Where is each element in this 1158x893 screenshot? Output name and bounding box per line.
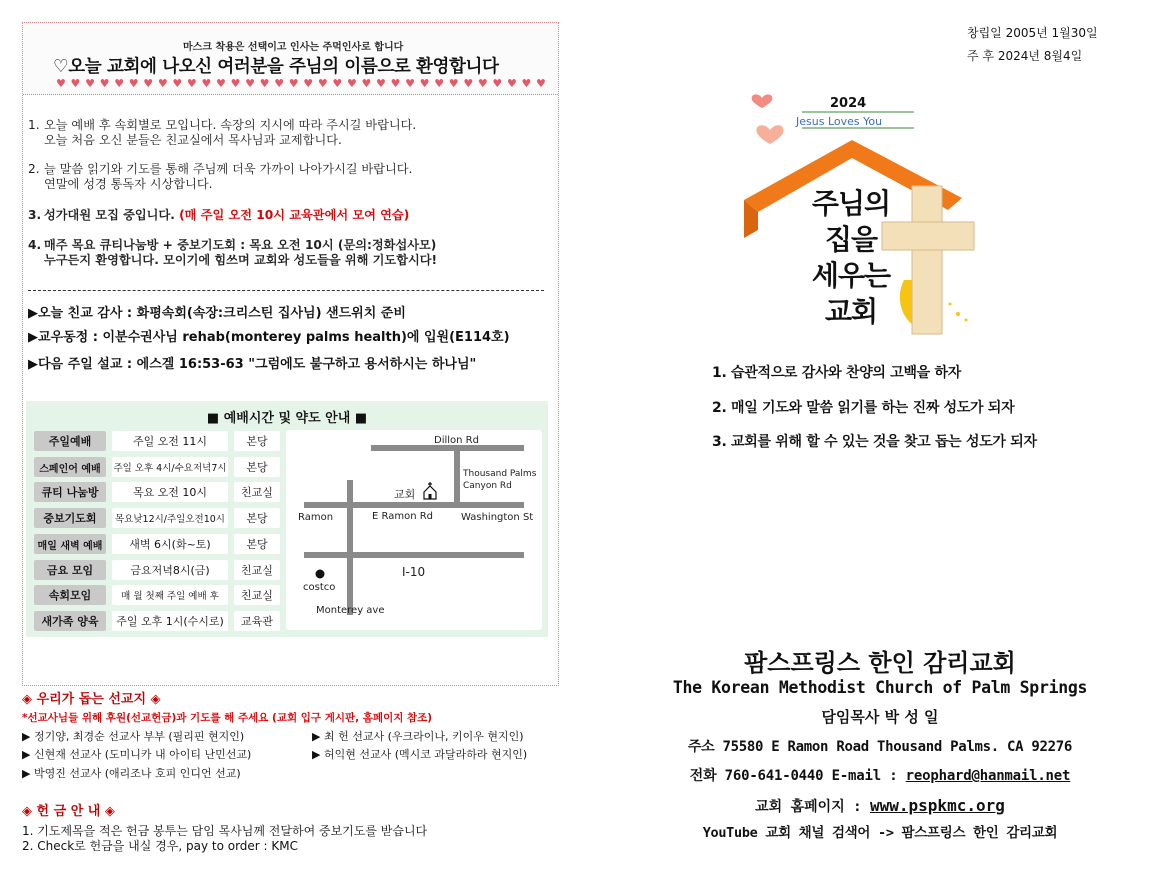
service-time: 매 월 첫째 주일 예배 후 <box>112 585 228 605</box>
label-e-ramon-rd: E Ramon Rd <box>372 511 434 522</box>
choir-practice-note: (매 주일 오전 10시 교육관에서 모여 연습) <box>179 208 410 222</box>
missionary-item: ▶ 최 헌 선교사 (우크라이나, 키이우 현지인) <box>312 730 524 743</box>
service-place: 친교실 <box>234 560 280 580</box>
heart-icon: ♥ <box>361 77 372 90</box>
announcement-next-sermon: ▶다음 주일 설교 : 에스겔 16:53-63 "그럼에도 불구하고 용서하시는 하나님" <box>28 357 477 372</box>
service-place: 본당 <box>234 431 280 451</box>
heart-icon: ♥ <box>332 77 343 90</box>
heart-icon: ♥ <box>448 77 459 90</box>
note-4: 4. 매주 목요 큐티나눔방 + 중보기도회 : 목요 오전 10시 (문의:정화섭사모) 누구든지 환영합니다. 모이기에 힘쓰며 교회와 성도들을 위해 기도합시다! <box>28 238 438 267</box>
logo-tagline: Jesus Loves You <box>796 115 883 128</box>
heart-icon: ♥ <box>157 77 168 90</box>
heart-icon: ♥ <box>85 77 95 90</box>
label-washington-st: Washington St <box>461 512 534 523</box>
welcome-banner <box>23 23 558 95</box>
label-costco: costco <box>303 582 336 593</box>
hearts-divider <box>56 78 546 89</box>
sunday-date: 주 후 2024년 8월4일 <box>967 49 1083 63</box>
mask-notice: 마스크 착용은 선택이고 인사는 주먹인사로 합니다 <box>183 42 404 53</box>
phone-label: 전화 760-641-0440 E-mail : <box>689 768 906 784</box>
homepage-link[interactable]: www.pspkmc.org <box>870 796 1005 815</box>
heart-icon: ♥ <box>128 77 139 90</box>
heart-icon: ♥ <box>303 77 314 90</box>
service-place: 본당 <box>234 508 280 528</box>
church-name-korean: 팜스프링스 한인 감리교회 <box>744 649 1016 677</box>
church-name-english: The Korean Methodist Church of Palm Springs <box>672 678 1088 697</box>
label-monterey-ave: Monterey ave <box>316 605 385 616</box>
service-time: 새벽 6시(화~토) <box>112 534 228 554</box>
service-time: 금요저녁8시(금) <box>112 560 228 580</box>
service-time: 목요 오전 10시 <box>112 482 228 502</box>
heart-icon: ♥ <box>56 77 66 90</box>
heart-icon: ♥ <box>506 77 517 90</box>
heart-icon: ♥ <box>405 77 415 90</box>
heart-icon: ♥ <box>536 77 546 90</box>
map-roads <box>286 430 542 630</box>
note-3: 3. 성가대원 모집 중입니다. (매 주일 오전 10시 교육관에서 모여 연습) <box>28 208 410 222</box>
homepage-line <box>640 796 1120 816</box>
heart-icon: ♥ <box>521 77 532 90</box>
heart-icon: ♥ <box>492 77 503 90</box>
heart-icon: ♥ <box>288 77 299 90</box>
heart-icon: ♥ <box>463 77 474 90</box>
heart-icon: ♥ <box>70 77 81 90</box>
service-name: 중보기도회 <box>34 508 106 528</box>
offering-item: 2. Check로 헌금을 내실 경우, pay to order : KMC <box>22 839 299 853</box>
service-place: 교육관 <box>234 611 280 631</box>
service-place: 본당 <box>234 534 280 554</box>
logo-title-line: 주님의 <box>811 187 891 220</box>
church-goal: 2. 매일 기도와 말씀 읽기를 하는 진짜 성도가 되자 <box>712 400 1015 416</box>
heart-icon: ♥ <box>230 77 241 90</box>
heart-icon: ♥ <box>99 77 110 90</box>
missionary-item: ▶ 박영진 선교사 (애리조나 호피 인디언 선교) <box>22 767 241 780</box>
service-time: 주일 오후 1시(수시로) <box>112 611 228 631</box>
missions-note: *선교사님들 위해 후원(선교헌금)과 기도를 해 주세요 (교회 입구 게시판, 홈페이지 참조) <box>22 712 433 724</box>
service-name: 금요 모임 <box>34 560 106 580</box>
logo-title-line: 세우는 <box>811 259 891 292</box>
label-thousand-palms: Thousand Palms <box>463 469 537 479</box>
church-goal: 3. 교회를 위해 할 수 있는 것을 찾고 돕는 성도가 되자 <box>712 434 1037 450</box>
costco-marker <box>316 570 325 579</box>
offering-heading: ◈ 헌 금 안 내 ◈ <box>22 804 115 819</box>
offering-item: 1. 기도제목을 적은 헌금 봉투는 담임 목사님께 전달하여 중보기도를 받습니다 <box>22 824 428 838</box>
service-time: 주일 오전 11시 <box>112 431 228 451</box>
divider <box>28 290 544 291</box>
church-logo <box>744 90 994 340</box>
label-i10: I-10 <box>402 565 426 579</box>
heart-icon: ♥ <box>390 77 401 90</box>
missionary-item: ▶ 허익현 선교사 (멕시코 과달라하라 현지인) <box>312 748 528 761</box>
heart-icon: ♥ <box>434 77 445 90</box>
heart-icon <box>756 125 783 144</box>
service-name: 새가족 양육 <box>34 611 106 631</box>
heart-icon <box>752 94 773 108</box>
youtube-search-hint: YouTube 교회 채널 검색어 -> 팜스프링스 한인 감리교회 <box>702 825 1058 841</box>
service-name: 속회모임 <box>34 585 106 605</box>
heart-icon: ♥ <box>419 77 430 90</box>
missions-heading: ◈ 우리가 돕는 선교지 ◈ <box>22 692 161 707</box>
contact-line <box>640 765 1120 785</box>
heart-icon: ♥ <box>346 77 357 90</box>
schedule-title: ■ 예배시간 및 약도 안내 ■ <box>206 411 368 426</box>
service-name: 주일예배 <box>34 431 106 451</box>
heart-icon: ♥ <box>317 77 328 90</box>
heart-icon: ♥ <box>259 77 270 90</box>
church-address: 주소 75580 E Ramon Road Thousand Palms. CA 92276 <box>687 739 1073 755</box>
heart-icon: ♥ <box>216 77 226 90</box>
announcement-fellowship: ▶오늘 친교 감사 : 화평속회(속장:크리스틴 집사님) 샌드위치 준비 <box>28 306 406 321</box>
senior-pastor: 담임목사 박 성 일 <box>821 708 939 726</box>
service-time: 목요낮12시/주일오전10시 <box>112 508 228 528</box>
church-icon <box>424 482 436 499</box>
label-ramon: Ramon <box>298 512 334 523</box>
cross-vertical <box>912 186 942 334</box>
heart-icon: ♥ <box>477 77 488 90</box>
service-place: 친교실 <box>234 585 280 605</box>
label-canyon-rd: Canyon Rd <box>463 481 512 491</box>
logo-title-line: 교회 <box>824 295 878 328</box>
note-1: 1. 오늘 예배 후 속회별로 모입니다. 속장의 지시에 따라 주시길 바랍니다. 오늘 처음 오신 분들은 친교실에서 목사님과 교제합니다. <box>28 118 417 147</box>
service-place: 본당 <box>234 457 280 477</box>
missionary-item: ▶ 정기양, 최경순 선교사 부부 (필리핀 현지인) <box>22 730 245 743</box>
email-link[interactable]: reophard@hanmail.net <box>905 768 1071 784</box>
church-location-map <box>286 430 542 630</box>
service-time: 주일 오후 4시/수요저녁7시 <box>112 457 228 477</box>
heart-icon: ♥ <box>201 77 212 90</box>
label-dillon-rd: Dillon Rd <box>434 435 479 446</box>
heart-icon: ♥ <box>274 77 285 90</box>
heart-icon: ♥ <box>143 77 154 90</box>
announcement-member-news: ▶교우동정 : 이분수권사님 rehab(monterey palms health)에 입원(E114호) <box>28 330 510 345</box>
founding-date: 창립일 2005년 1월30일 <box>967 26 1098 40</box>
welcome-text: ♡오늘 교회에 나오신 여러분을 주님의 이름으로 환영합니다 <box>53 57 499 77</box>
missionary-item: ▶ 신현재 선교사 (도미니카 내 아이티 난민선교) <box>22 748 252 761</box>
heart-icon: ♥ <box>376 77 386 90</box>
heart-icon: ♥ <box>172 77 183 90</box>
service-name: 매일 새벽 예배 <box>34 534 106 554</box>
label-church: 교회 <box>394 488 416 501</box>
logo-year: 2024 <box>830 96 867 111</box>
note-2: 2. 늘 말씀 읽기와 기도를 통해 주님께 더욱 가까이 나아가시길 바랍니다. 연말에 성경 통독자 시상합니다. <box>28 162 413 191</box>
heart-icon: ♥ <box>186 77 197 90</box>
heart-icon: ♥ <box>114 77 125 90</box>
service-place: 친교실 <box>234 482 280 502</box>
church-goal: 1. 습관적으로 감사와 찬양의 고백을 하자 <box>712 365 961 381</box>
logo-title-line: 집을 <box>824 223 878 256</box>
service-name: 큐티 나눔방 <box>34 482 106 502</box>
homepage-label: 교회 홈페이지 : <box>755 799 870 815</box>
heart-icon: ♥ <box>245 77 255 90</box>
service-name: 스페인어 예배 <box>34 457 106 477</box>
